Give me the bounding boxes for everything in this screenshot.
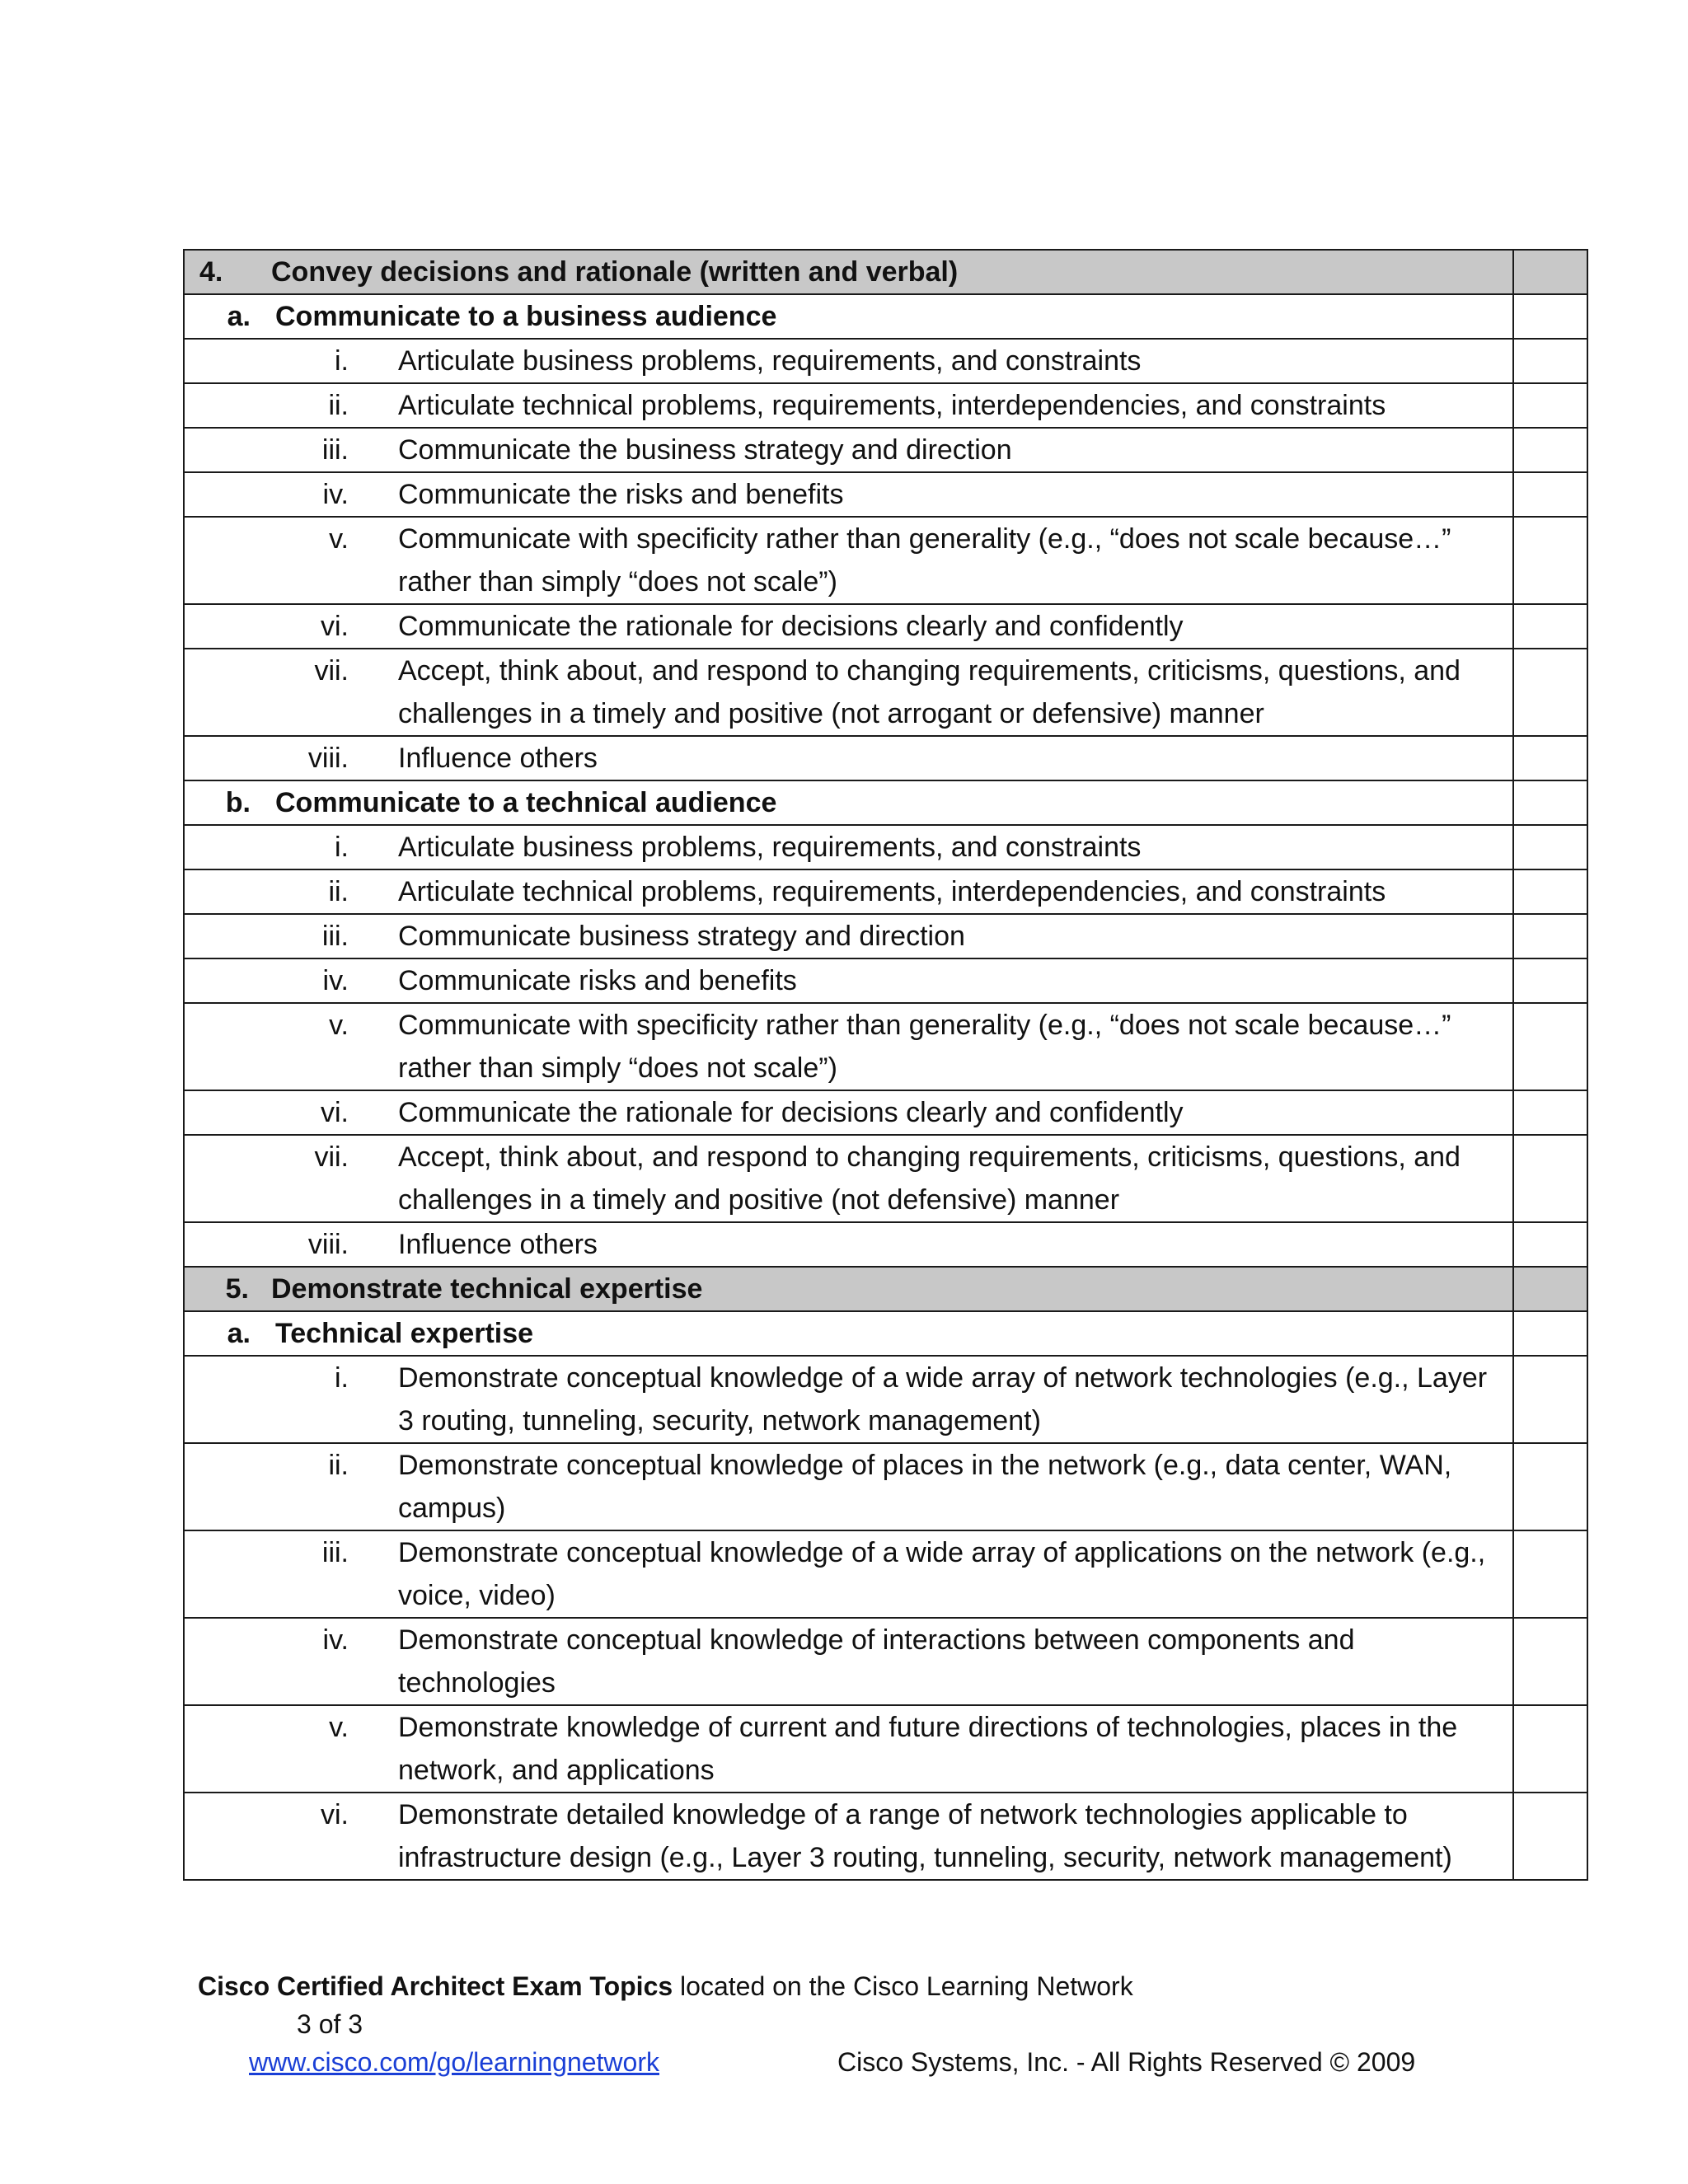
topic-cell: [184, 1222, 1513, 1267]
item-numeral: iii.: [321, 1537, 349, 1568]
checkbox-cell: [1513, 914, 1587, 958]
topic-item-row: [184, 736, 1587, 780]
topic-item-row: [184, 517, 1587, 604]
footer-title: [198, 1971, 1133, 2002]
checkbox-cell: [1513, 1356, 1587, 1443]
subsection-title: Technical expertise: [275, 1318, 534, 1349]
item-text: Communicate business strategy and direction: [398, 921, 965, 952]
checkbox-cell: [1513, 1530, 1587, 1618]
item-text: Demonstrate knowledge of current and future directions of technologies, places in the network, and applications: [398, 1712, 1458, 1786]
item-numeral: i.: [335, 1362, 349, 1394]
section-header-row: [184, 250, 1587, 294]
topic-cell: [184, 649, 1513, 736]
checkbox-cell: [1513, 339, 1587, 383]
topic-item-row: [184, 1135, 1587, 1222]
item-numeral: v.: [329, 523, 349, 555]
section-title: Convey decisions and rationale (written and verbal): [271, 256, 959, 288]
subsection-row: [184, 294, 1587, 339]
exam-topics-table: [183, 249, 1588, 1881]
checkbox-cell: [1513, 294, 1587, 339]
checkbox-cell: [1513, 736, 1587, 780]
subsection-row: [184, 780, 1587, 825]
topic-cell: [184, 1618, 1513, 1705]
topic-item-row: [184, 1618, 1587, 1705]
item-text: Demonstrate conceptual knowledge of a wide array of applications on the network (e.g., voice, video): [398, 1537, 1486, 1611]
checkbox-cell: [1513, 1793, 1587, 1880]
topic-item-row: [184, 1530, 1587, 1618]
topic-cell: [184, 1705, 1513, 1793]
item-text: Accept, think about, and respond to changing requirements, criticisms, questions, and challenges in a timely and positive (not arrogant or defensive) manner: [398, 655, 1461, 729]
item-numeral: iii.: [321, 921, 349, 952]
topic-cell: [184, 1267, 1513, 1311]
item-numeral: iii.: [321, 434, 349, 466]
topic-cell: [184, 1356, 1513, 1443]
item-numeral: ii.: [328, 1450, 349, 1481]
checkbox-cell: [1513, 472, 1587, 517]
topic-item-row: [184, 1090, 1587, 1135]
topic-cell: [184, 780, 1513, 825]
checkbox-cell: [1513, 1003, 1587, 1090]
section-number: 4.: [199, 256, 223, 288]
item-numeral: iv.: [322, 479, 349, 510]
item-numeral: v.: [329, 1010, 349, 1041]
item-text: Demonstrate conceptual knowledge of places in the network (e.g., data center, WAN, campus): [398, 1450, 1452, 1524]
item-numeral: iv.: [322, 965, 349, 996]
item-text: Articulate technical problems, requirements, interdependencies, and constraints: [398, 390, 1386, 421]
topic-cell: [184, 294, 1513, 339]
item-text: Influence others: [398, 1229, 598, 1260]
topic-item-row: [184, 869, 1587, 914]
topic-item-row: [184, 339, 1587, 383]
item-text: Influence others: [398, 743, 598, 774]
checkbox-cell: [1513, 958, 1587, 1003]
item-text: Demonstrate conceptual knowledge of a wide array of network technologies (e.g., Layer 3 routing, tunneling, security, network management): [398, 1362, 1488, 1436]
checkbox-cell: [1513, 869, 1587, 914]
topic-cell: [184, 825, 1513, 869]
item-numeral: ii.: [328, 390, 349, 421]
checkbox-cell: [1513, 825, 1587, 869]
copyright-notice: Cisco Systems, Inc. - All Rights Reserved © 2009: [837, 2047, 1416, 2077]
item-numeral: iv.: [322, 1624, 349, 1656]
footer-title-bold: Cisco Certified Architect Exam Topics: [198, 1971, 673, 2001]
checkbox-cell: [1513, 649, 1587, 736]
item-text: Communicate the risks and benefits: [398, 479, 844, 510]
topic-cell: [184, 428, 1513, 472]
item-numeral: viii.: [307, 1229, 349, 1260]
item-text: Communicate risks and benefits: [398, 965, 797, 996]
checkbox-cell: [1513, 1705, 1587, 1793]
checkbox-cell: [1513, 1222, 1587, 1267]
topic-cell: [184, 1793, 1513, 1880]
item-text: Communicate the rationale for decisions clearly and confidently: [398, 1097, 1184, 1128]
topic-cell: [184, 869, 1513, 914]
item-text: Communicate with specificity rather than generality (e.g., “does not scale because…” rather than simply “does not scale”): [398, 523, 1451, 598]
checkbox-cell: [1513, 517, 1587, 604]
item-numeral: v.: [329, 1712, 349, 1743]
topic-item-row: [184, 1443, 1587, 1530]
item-text: Communicate the rationale for decisions clearly and confidently: [398, 611, 1184, 642]
topic-item-row: [184, 1793, 1587, 1880]
checkbox-cell: [1513, 1090, 1587, 1135]
topic-cell: [184, 1311, 1513, 1356]
subsection-letter: b.: [225, 787, 251, 818]
topic-item-row: [184, 1222, 1587, 1267]
item-numeral: vii.: [314, 1141, 349, 1173]
checkbox-cell: [1513, 1135, 1587, 1222]
topic-cell: [184, 1443, 1513, 1530]
item-numeral: ii.: [328, 876, 349, 907]
checkbox-cell: [1513, 604, 1587, 649]
topic-cell: [184, 604, 1513, 649]
checkbox-cell: [1513, 1618, 1587, 1705]
checkbox-cell: [1513, 428, 1587, 472]
checkbox-cell: [1513, 1311, 1587, 1356]
footer-title-rest: located on the Cisco Learning Network: [673, 1971, 1133, 2001]
item-text: Articulate technical problems, requirements, interdependencies, and constraints: [398, 876, 1386, 907]
topic-cell: [184, 736, 1513, 780]
checkbox-cell: [1513, 250, 1587, 294]
subsection-letter: a.: [227, 301, 251, 332]
checkbox-cell: [1513, 780, 1587, 825]
topic-item-row: [184, 958, 1587, 1003]
item-text: Articulate business problems, requirements, and constraints: [398, 345, 1142, 377]
page-number: 3 of 3: [297, 2009, 363, 2039]
topic-item-row: [184, 1705, 1587, 1793]
item-text: Communicate with specificity rather than generality (e.g., “does not scale because…” rather than simply “does not scale”): [398, 1010, 1451, 1084]
checkbox-cell: [1513, 1267, 1587, 1311]
section-number: 5.: [225, 1273, 249, 1305]
topic-cell: [184, 1003, 1513, 1090]
subsection-row: [184, 1311, 1587, 1356]
topic-cell: [184, 1135, 1513, 1222]
topic-cell: [184, 914, 1513, 958]
item-numeral: vi.: [321, 1097, 349, 1128]
topic-cell: [184, 250, 1513, 294]
subsection-title: Communicate to a business audience: [275, 301, 777, 332]
topic-cell: [184, 1090, 1513, 1135]
subsection-letter: a.: [227, 1318, 251, 1349]
topic-item-row: [184, 428, 1587, 472]
item-text: Demonstrate conceptual knowledge of interactions between components and technologies: [398, 1624, 1355, 1699]
topic-item-row: [184, 1003, 1587, 1090]
item-text: Communicate the business strategy and direction: [398, 434, 1012, 466]
item-text: Articulate business problems, requirements, and constraints: [398, 832, 1142, 863]
learning-network-link[interactable]: www.cisco.com/go/learningnetwork: [249, 2047, 659, 2077]
item-text: Accept, think about, and respond to changing requirements, criticisms, questions, and challenges in a timely and positive (not defensive) manner: [398, 1141, 1461, 1216]
item-numeral: i.: [335, 345, 349, 377]
item-numeral: vii.: [314, 655, 349, 687]
topic-cell: [184, 1530, 1513, 1618]
topic-cell: [184, 472, 1513, 517]
topic-item-row: [184, 649, 1587, 736]
topic-cell: [184, 339, 1513, 383]
topic-item-row: [184, 1356, 1587, 1443]
topic-cell: [184, 383, 1513, 428]
exam-topics-table-body: [184, 250, 1587, 1880]
topic-item-row: [184, 604, 1587, 649]
subsection-title: Communicate to a technical audience: [275, 787, 777, 818]
section-title: Demonstrate technical expertise: [271, 1273, 703, 1305]
checkbox-cell: [1513, 1443, 1587, 1530]
section-header-row: [184, 1267, 1587, 1311]
item-numeral: viii.: [307, 743, 349, 774]
topic-cell: [184, 958, 1513, 1003]
topic-cell: [184, 517, 1513, 604]
item-numeral: vi.: [321, 1799, 349, 1830]
item-text: Demonstrate detailed knowledge of a range of network technologies applicable to infrastructure design (e.g., Layer 3 routing, tunneling, security, network management): [398, 1799, 1452, 1873]
item-numeral: i.: [335, 832, 349, 863]
item-numeral: vi.: [321, 611, 349, 642]
topic-item-row: [184, 472, 1587, 517]
checkbox-cell: [1513, 383, 1587, 428]
topic-item-row: [184, 825, 1587, 869]
topic-item-row: [184, 914, 1587, 958]
topic-item-row: [184, 383, 1587, 428]
